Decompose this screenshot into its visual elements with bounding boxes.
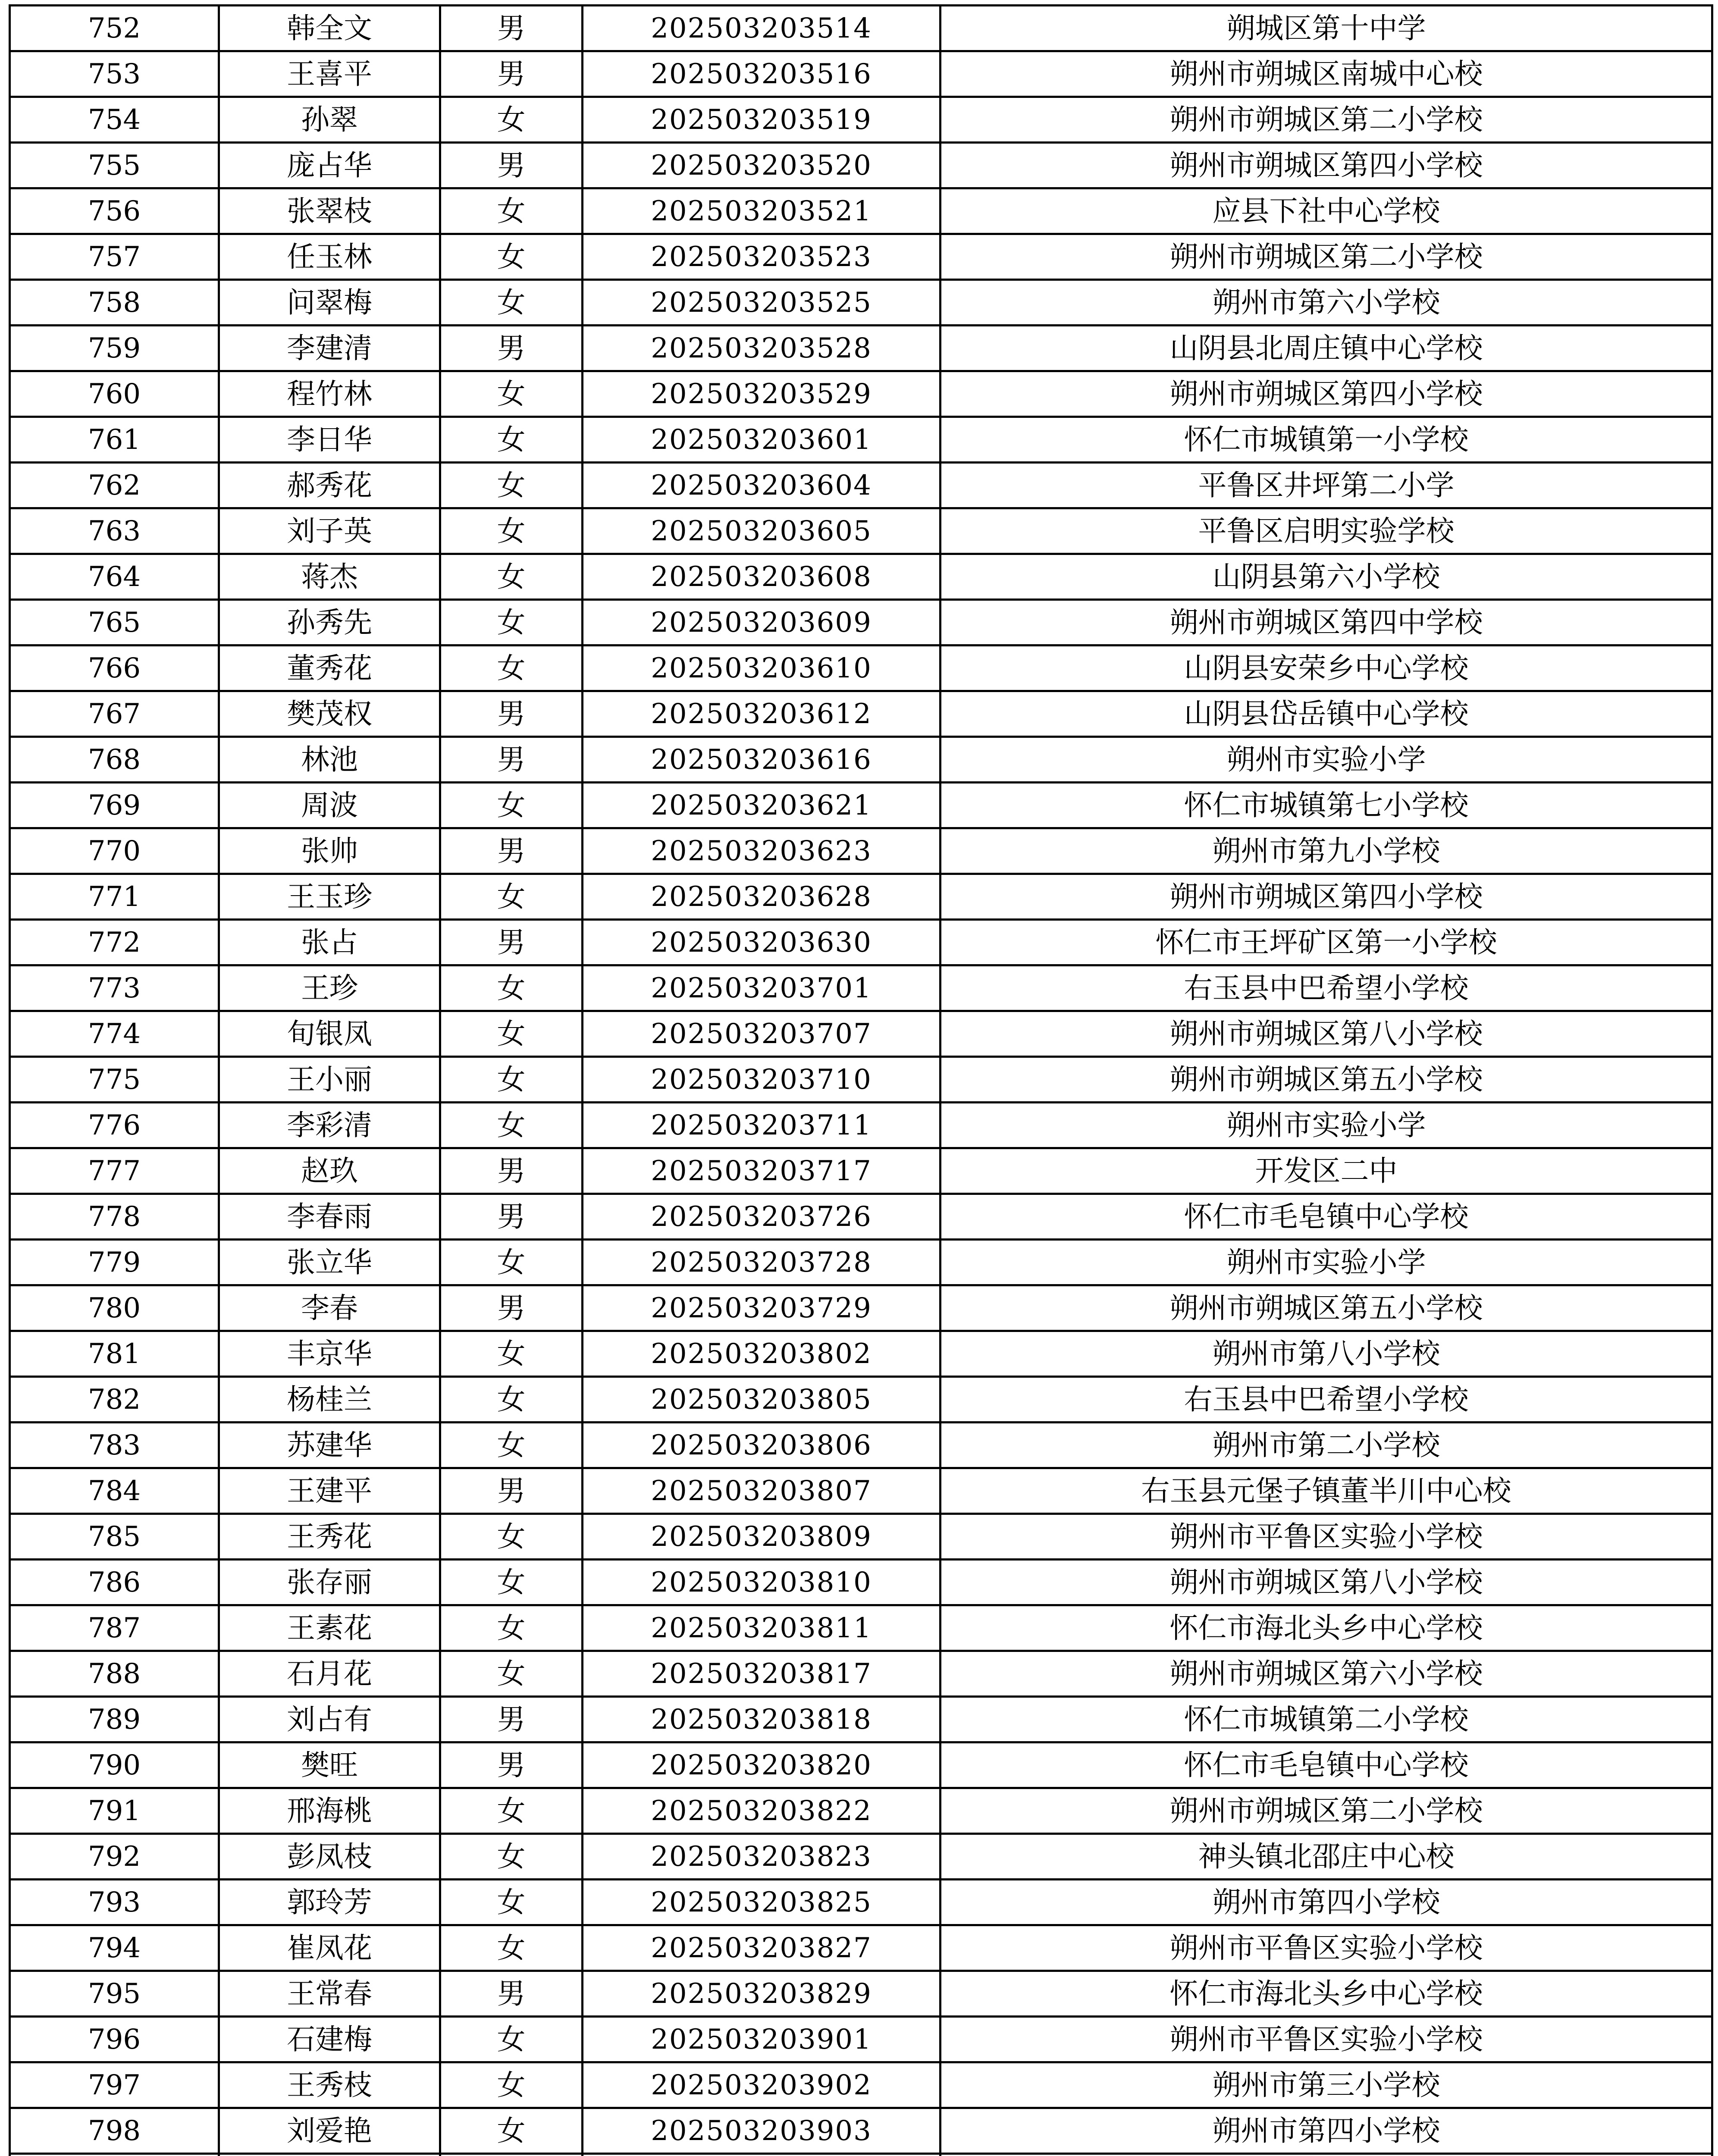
cell-gender: 女: [440, 463, 583, 508]
cell-name: 董秀花: [219, 646, 440, 691]
cell-school: 朔州市第二小学校: [941, 1423, 1712, 1468]
cell-school: 怀仁市海北头乡中心学校: [941, 1605, 1712, 1651]
cell-school: 朔州市朔城区第五小学校: [941, 1057, 1712, 1103]
cell-exam-id: 202503203616: [583, 737, 941, 783]
cell-gender: 女: [440, 965, 583, 1011]
cell-exam-id: 202503203829: [583, 1971, 941, 2017]
cell-school: 朔城区第十中学: [941, 6, 1712, 51]
cell-school: 怀仁市城镇第一小学校: [941, 417, 1712, 463]
cell-number: 773: [10, 965, 219, 1011]
cell-number: 774: [10, 1011, 219, 1057]
cell-school: 朔州市朔城区第四小学校: [941, 143, 1712, 188]
table-row: [10, 1103, 1712, 1148]
cell-exam-id: 202503203605: [583, 508, 941, 554]
cell-number: 767: [10, 691, 219, 737]
cell-name: 李春: [219, 1285, 440, 1331]
cell-exam-id: [583, 2154, 941, 2156]
table-row: [10, 143, 1712, 188]
cell-school: 朔州市朔城区第八小学校: [941, 1011, 1712, 1057]
cell-number: 797: [10, 2062, 219, 2108]
cell-school: 怀仁市城镇第二小学校: [941, 1697, 1712, 1742]
table-row: [10, 1423, 1712, 1468]
cell-number: 775: [10, 1057, 219, 1103]
cell-exam-id: 202503203902: [583, 2062, 941, 2108]
cell-name: 问翠梅: [219, 280, 440, 326]
table-row: [10, 2062, 1712, 2108]
table-row: [10, 1651, 1712, 1697]
cell-exam-id: 202503203825: [583, 1880, 941, 1925]
cell-number: 768: [10, 737, 219, 783]
table-row: [10, 1377, 1712, 1423]
cell-school: 朔州市朔城区第四小学校: [941, 874, 1712, 920]
cell-exam-id: 202503203529: [583, 371, 941, 417]
cell-exam-id: 202503203827: [583, 1925, 941, 1971]
cell-number: 771: [10, 874, 219, 920]
cell-number: 753: [10, 51, 219, 97]
cell-gender: 女: [440, 783, 583, 828]
table-row: [10, 646, 1712, 691]
cell-exam-id: 202503203820: [583, 1742, 941, 1788]
cell-gender: 男: [440, 1285, 583, 1331]
table-row: [10, 280, 1712, 326]
table-row: [10, 1148, 1712, 1194]
cell-school: 怀仁市城镇第七小学校: [941, 783, 1712, 828]
cell-number: 794: [10, 1925, 219, 1971]
cell-name: 王秀枝: [219, 2062, 440, 2108]
cell-school: 朔州市第六小学校: [941, 280, 1712, 326]
cell-gender: 女: [440, 234, 583, 280]
cell-number: 779: [10, 1240, 219, 1285]
cell-gender: 女: [440, 508, 583, 554]
cell-name: 崔凤花: [219, 1925, 440, 1971]
cell-name: 任玉林: [219, 234, 440, 280]
cell-school: 朔州市平鲁区实验小学校: [941, 1514, 1712, 1560]
cell-gender: 女: [440, 1057, 583, 1103]
cell-school: 朔州市平鲁区实验小学校: [941, 1925, 1712, 1971]
table-row: [10, 1011, 1712, 1057]
cell-number: 783: [10, 1423, 219, 1468]
cell-number: 777: [10, 1148, 219, 1194]
cell-school: 朔州市朔城区第二小学校: [941, 97, 1712, 143]
cell-gender: 男: [440, 1742, 583, 1788]
cell-name: 刘子英: [219, 508, 440, 554]
cell-exam-id: 202503203903: [583, 2108, 941, 2154]
cell-name: 张存丽: [219, 1560, 440, 1605]
table-row: [10, 1560, 1712, 1605]
cell-exam-id: 202503203610: [583, 646, 941, 691]
cell-gender: 女: [440, 600, 583, 646]
cell-exam-id: 202503203604: [583, 463, 941, 508]
cell-exam-id: 202503203811: [583, 1605, 941, 1651]
cell-exam-id: 202503203817: [583, 1651, 941, 1697]
table-row: [10, 463, 1712, 508]
cell-name: 郝秀花: [219, 463, 440, 508]
table-row: [10, 6, 1712, 51]
cell-number: 755: [10, 143, 219, 188]
cell-school: 怀仁市王坪矿区第一小学校: [941, 920, 1712, 965]
cell-gender: 女: [440, 1834, 583, 1880]
cell-exam-id: 202503203701: [583, 965, 941, 1011]
cell-school: 山阴县第六小学校: [941, 554, 1712, 600]
cell-exam-id: 202503203822: [583, 1788, 941, 1834]
cell-name: 樊旺: [219, 1742, 440, 1788]
cell-number: 796: [10, 2017, 219, 2062]
cell-name: 樊茂权: [219, 691, 440, 737]
table-row: [10, 920, 1712, 965]
table-row: [10, 326, 1712, 371]
cell-school: 怀仁市海北头乡中心学校: [941, 1971, 1712, 2017]
cell-gender: 女: [440, 1651, 583, 1697]
cell-gender: [440, 2154, 583, 2156]
cell-gender: 女: [440, 554, 583, 600]
table-row: [10, 51, 1712, 97]
table-row: [10, 2154, 1712, 2156]
cell-exam-id: 202503203818: [583, 1697, 941, 1742]
cell-school: 神头镇北邵庄中心校: [941, 1834, 1712, 1880]
cell-school: 朔州市实验小学: [941, 737, 1712, 783]
roster-table: [9, 4, 1713, 2156]
cell-number: 776: [10, 1103, 219, 1148]
table-row: [10, 234, 1712, 280]
cell-name: 林池: [219, 737, 440, 783]
cell-gender: 男: [440, 737, 583, 783]
cell-number: 764: [10, 554, 219, 600]
cell-name: 石建梅: [219, 2017, 440, 2062]
cell-exam-id: 202503203806: [583, 1423, 941, 1468]
cell-school: 右玉县中巴希望小学校: [941, 1377, 1712, 1423]
cell-school: 朔州市朔城区第四中学校: [941, 600, 1712, 646]
cell-name: 苏建华: [219, 1423, 440, 1468]
cell-name: 王小丽: [219, 1057, 440, 1103]
cell-name: 王秀花: [219, 1514, 440, 1560]
cell-exam-id: 202503203802: [583, 1331, 941, 1377]
cell-exam-id: 202503203601: [583, 417, 941, 463]
cell-exam-id: 202503203711: [583, 1103, 941, 1148]
cell-gender: 女: [440, 1788, 583, 1834]
cell-number: 792: [10, 1834, 219, 1880]
cell-number: 795: [10, 1971, 219, 2017]
cell-name: 邢海桃: [219, 1788, 440, 1834]
table-row: [10, 2108, 1712, 2154]
cell-gender: 男: [440, 1194, 583, 1240]
cell-number: 778: [10, 1194, 219, 1240]
table-row: [10, 1834, 1712, 1880]
cell-gender: 男: [440, 691, 583, 737]
table-row: [10, 1285, 1712, 1331]
cell-school: 山阴县岱岳镇中心学校: [941, 691, 1712, 737]
cell-exam-id: 202503203823: [583, 1834, 941, 1880]
cell-name: 李春雨: [219, 1194, 440, 1240]
cell-school: 朔州市第三小学校: [941, 2062, 1712, 2108]
cell-name: 刘爱艳: [219, 2108, 440, 2154]
cell-school: 朔州市实验小学: [941, 1240, 1712, 1285]
cell-school: 开发区二中: [941, 1148, 1712, 1194]
cell-number: 762: [10, 463, 219, 508]
cell-name: 王喜平: [219, 51, 440, 97]
cell-number: 782: [10, 1377, 219, 1423]
cell-gender: 男: [440, 326, 583, 371]
cell-name: 王玉珍: [219, 874, 440, 920]
cell-gender: 女: [440, 2108, 583, 2154]
cell-gender: 女: [440, 1880, 583, 1925]
cell-gender: 男: [440, 1468, 583, 1514]
cell-school: 山阴县安荣乡中心学校: [941, 646, 1712, 691]
table-row: [10, 1788, 1712, 1834]
cell-school: 朔州市第四小学校: [941, 2108, 1712, 2154]
table-row: [10, 828, 1712, 874]
cell-number: 759: [10, 326, 219, 371]
cell-number: 781: [10, 1331, 219, 1377]
cell-number: 789: [10, 1697, 219, 1742]
table-row: [10, 600, 1712, 646]
cell-name: 韩全文: [219, 6, 440, 51]
cell-school: 平鲁区井坪第二小学: [941, 463, 1712, 508]
cell-number: 765: [10, 600, 219, 646]
cell-name: 张立华: [219, 1240, 440, 1285]
table-row: [10, 1468, 1712, 1514]
cell-name: 杨桂兰: [219, 1377, 440, 1423]
cell-exam-id: 202503203516: [583, 51, 941, 97]
cell-number: 752: [10, 6, 219, 51]
cell-school: 朔州市实验小学: [941, 1103, 1712, 1148]
cell-school: 朔州市朔城区第四小学校: [941, 371, 1712, 417]
cell-name: 周波: [219, 783, 440, 828]
cell-name: 丰京华: [219, 1331, 440, 1377]
cell-school: 朔州市朔城区第二小学校: [941, 234, 1712, 280]
cell-number: 756: [10, 188, 219, 234]
cell-number: 786: [10, 1560, 219, 1605]
cell-number: 763: [10, 508, 219, 554]
cell-exam-id: 202503203621: [583, 783, 941, 828]
cell-name: 庞占华: [219, 143, 440, 188]
cell-number: 758: [10, 280, 219, 326]
cell-gender: 女: [440, 2062, 583, 2108]
cell-gender: 女: [440, 417, 583, 463]
cell-exam-id: 202503203630: [583, 920, 941, 965]
cell-gender: 男: [440, 1971, 583, 2017]
cell-name: 孙秀先: [219, 600, 440, 646]
cell-exam-id: 202503203521: [583, 188, 941, 234]
cell-name: 刘占有: [219, 1697, 440, 1742]
cell-number: 787: [10, 1605, 219, 1651]
cell-school: 平鲁区启明实验学校: [941, 508, 1712, 554]
cell-number: 766: [10, 646, 219, 691]
table-row: [10, 1971, 1712, 2017]
cell-number: [10, 2154, 219, 2156]
cell-exam-id: 202503203809: [583, 1514, 941, 1560]
table-row: [10, 1240, 1712, 1285]
cell-number: 785: [10, 1514, 219, 1560]
cell-name: 赵玖: [219, 1148, 440, 1194]
cell-school: 山阴县北周庄镇中心学校: [941, 326, 1712, 371]
table-row: [10, 1925, 1712, 1971]
cell-school: 朔州市平鲁区实验小学校: [941, 2017, 1712, 2062]
cell-exam-id: 202503203520: [583, 143, 941, 188]
cell-name: 旬银凤: [219, 1011, 440, 1057]
cell-gender: 女: [440, 1377, 583, 1423]
cell-gender: 女: [440, 646, 583, 691]
cell-gender: 女: [440, 1011, 583, 1057]
cell-gender: 男: [440, 828, 583, 874]
cell-name: 王建平: [219, 1468, 440, 1514]
cell-number: 760: [10, 371, 219, 417]
cell-number: 798: [10, 2108, 219, 2154]
cell-gender: 女: [440, 371, 583, 417]
cell-name: 张占: [219, 920, 440, 965]
cell-school: 右玉县元堡子镇董半川中心校: [941, 1468, 1712, 1514]
cell-school: 朔州市第四小学校: [941, 1880, 1712, 1925]
table-row: [10, 1331, 1712, 1377]
cell-gender: 女: [440, 1240, 583, 1285]
cell-number: 761: [10, 417, 219, 463]
table-row: [10, 97, 1712, 143]
table-row: [10, 1194, 1712, 1240]
cell-school: 朔州市朔城区南城中心校: [941, 51, 1712, 97]
cell-name: 张帅: [219, 828, 440, 874]
cell-gender: 女: [440, 1423, 583, 1468]
table-row: [10, 691, 1712, 737]
table-row: [10, 737, 1712, 783]
cell-name: 王常春: [219, 1971, 440, 2017]
cell-name: 张翠枝: [219, 188, 440, 234]
table-row: [10, 1057, 1712, 1103]
cell-number: 757: [10, 234, 219, 280]
cell-gender: 女: [440, 280, 583, 326]
roster-body: [10, 6, 1712, 2156]
cell-school: 怀仁市毛皂镇中心学校: [941, 1194, 1712, 1240]
table-row: [10, 554, 1712, 600]
cell-number: 793: [10, 1880, 219, 1925]
cell-exam-id: 202503203729: [583, 1285, 941, 1331]
cell-exam-id: 202503203519: [583, 97, 941, 143]
cell-gender: 女: [440, 188, 583, 234]
cell-exam-id: 202503203623: [583, 828, 941, 874]
cell-school: 朔州市朔城区第八小学校: [941, 1560, 1712, 1605]
cell-exam-id: 202503203717: [583, 1148, 941, 1194]
cell-exam-id: 202503203707: [583, 1011, 941, 1057]
cell-name: [219, 2154, 440, 2156]
cell-name: 郭玲芳: [219, 1880, 440, 1925]
cell-exam-id: 202503203710: [583, 1057, 941, 1103]
cell-exam-id: 202503203514: [583, 6, 941, 51]
cell-exam-id: 202503203528: [583, 326, 941, 371]
table-row: [10, 1742, 1712, 1788]
cell-name: 彭凤枝: [219, 1834, 440, 1880]
cell-name: 程竹林: [219, 371, 440, 417]
cell-number: 780: [10, 1285, 219, 1331]
cell-number: 769: [10, 783, 219, 828]
cell-number: 772: [10, 920, 219, 965]
cell-gender: 女: [440, 1605, 583, 1651]
cell-name: 王素花: [219, 1605, 440, 1651]
cell-exam-id: 202503203608: [583, 554, 941, 600]
table-row: [10, 1514, 1712, 1560]
cell-number: 791: [10, 1788, 219, 1834]
cell-number: 770: [10, 828, 219, 874]
cell-exam-id: 202503203525: [583, 280, 941, 326]
cell-school: 朔州市朔城区第六小学校: [941, 1651, 1712, 1697]
cell-school: [941, 2154, 1712, 2156]
cell-gender: 女: [440, 2017, 583, 2062]
cell-gender: 男: [440, 920, 583, 965]
table-row: [10, 874, 1712, 920]
table-row: [10, 417, 1712, 463]
cell-name: 王珍: [219, 965, 440, 1011]
cell-school: 朔州市第八小学校: [941, 1331, 1712, 1377]
cell-name: 李彩清: [219, 1103, 440, 1148]
cell-exam-id: 202503203523: [583, 234, 941, 280]
cell-gender: 男: [440, 6, 583, 51]
cell-exam-id: 202503203726: [583, 1194, 941, 1240]
table-row: [10, 1880, 1712, 1925]
cell-name: 李日华: [219, 417, 440, 463]
table-row: [10, 371, 1712, 417]
cell-number: 790: [10, 1742, 219, 1788]
cell-exam-id: 202503203805: [583, 1377, 941, 1423]
cell-school: 应县下社中心学校: [941, 188, 1712, 234]
cell-gender: 女: [440, 97, 583, 143]
table-row: [10, 188, 1712, 234]
cell-exam-id: 202503203810: [583, 1560, 941, 1605]
cell-gender: 女: [440, 1925, 583, 1971]
cell-name: 孙翠: [219, 97, 440, 143]
cell-gender: 女: [440, 1331, 583, 1377]
cell-gender: 男: [440, 1148, 583, 1194]
cell-gender: 女: [440, 1103, 583, 1148]
cell-exam-id: 202503203612: [583, 691, 941, 737]
cell-gender: 女: [440, 1560, 583, 1605]
table-row: [10, 508, 1712, 554]
cell-school: 右玉县中巴希望小学校: [941, 965, 1712, 1011]
cell-name: 蒋杰: [219, 554, 440, 600]
cell-gender: 女: [440, 874, 583, 920]
table-row: [10, 1697, 1712, 1742]
table-row: [10, 783, 1712, 828]
cell-number: 788: [10, 1651, 219, 1697]
cell-exam-id: 202503203807: [583, 1468, 941, 1514]
cell-gender: 女: [440, 1514, 583, 1560]
table-row: [10, 2017, 1712, 2062]
table-row: [10, 1605, 1712, 1651]
cell-exam-id: 202503203609: [583, 600, 941, 646]
cell-gender: 男: [440, 1697, 583, 1742]
cell-gender: 男: [440, 51, 583, 97]
cell-school: 怀仁市毛皂镇中心学校: [941, 1742, 1712, 1788]
cell-school: 朔州市朔城区第二小学校: [941, 1788, 1712, 1834]
cell-name: 石月花: [219, 1651, 440, 1697]
cell-exam-id: 202503203901: [583, 2017, 941, 2062]
cell-exam-id: 202503203628: [583, 874, 941, 920]
table-row: [10, 965, 1712, 1011]
cell-name: 李建清: [219, 326, 440, 371]
cell-number: 754: [10, 97, 219, 143]
cell-school: 朔州市朔城区第五小学校: [941, 1285, 1712, 1331]
cell-school: 朔州市第九小学校: [941, 828, 1712, 874]
cell-exam-id: 202503203728: [583, 1240, 941, 1285]
cell-gender: 男: [440, 143, 583, 188]
cell-number: 784: [10, 1468, 219, 1514]
